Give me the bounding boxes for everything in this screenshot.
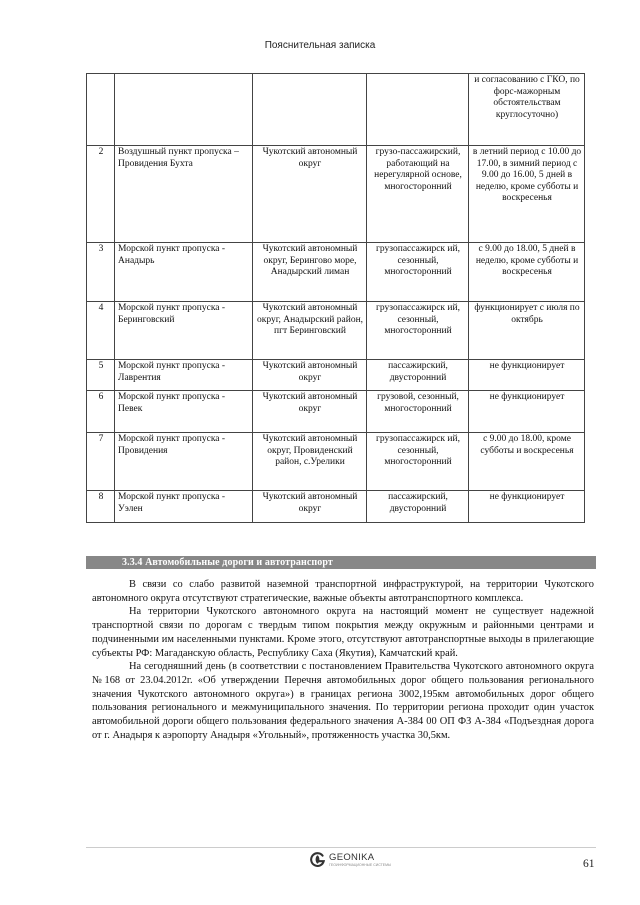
checkpoint-type: пассажирский, двусторонний: [367, 491, 469, 523]
table-row: [87, 360, 585, 391]
row-number: 2: [87, 146, 115, 243]
logo-tagline: ГЕОИНФОРМАЦИОННЫЕ СИСТЕМЫ: [329, 862, 392, 867]
checkpoint-region: Чукотский автономный округ: [253, 491, 367, 523]
table-cell: [367, 74, 469, 146]
checkpoint-region: Чукотский автономный округ: [253, 146, 367, 243]
checkpoint-type: грузо-пассажирский, работающий на нерегулярной основе, многосторонний: [367, 146, 469, 243]
table-cell: [87, 74, 115, 146]
checkpoints-table: [86, 73, 585, 523]
row-number: 6: [87, 391, 115, 433]
checkpoint-type: пассажирский, двусторонний: [367, 360, 469, 391]
checkpoint-region: Чукотский автономный округ, Провиденский район, с.Урелики: [253, 433, 367, 491]
table-row: [87, 243, 585, 302]
checkpoint-schedule: не функционирует: [469, 360, 585, 391]
checkpoint-region: Чукотский автономный округ, Берингово море, Анадырский лиман: [253, 243, 367, 302]
section-title: 3.3.4 Автомобильные дороги и автотранспорт: [122, 557, 333, 568]
checkpoint-schedule: с 9.00 до 18.00, кроме субботы и воскресенья: [469, 433, 585, 491]
checkpoint-name: Морской пункт пропуска - Певек: [115, 391, 253, 433]
checkpoint-region: Чукотский автономный округ: [253, 360, 367, 391]
table-row: [87, 74, 585, 146]
checkpoint-schedule: не функционирует: [469, 391, 585, 433]
checkpoint-name: Морской пункт пропуска - Провидения: [115, 433, 253, 491]
row-number: 3: [87, 243, 115, 302]
checkpoint-name: Воздушный пункт пропуска – Провидения Бухта: [115, 146, 253, 243]
logo-name: GEONIKA: [329, 851, 375, 863]
checkpoint-schedule: функционирует с июля по октябрь: [469, 302, 585, 360]
checkpoint-name: Морской пункт пропуска - Анадырь: [115, 243, 253, 302]
checkpoint-type: грузопассажирск ий, сезонный, многосторонний: [367, 302, 469, 360]
paragraph: На территории Чукотского автономного округа на настоящий момент не существует надежной транспортной связи по дорогам с твердым типом покрытия между окружным и районными центрами и подчиненными им населенными пунктами. Кроме этого, отсутствуют автотранспортные выходы в прилегающие субъекты РФ: Магаданскую область, Республику Саха (Якутия), Камчатский край.: [92, 606, 594, 659]
page-number: 61: [583, 858, 595, 870]
table-row: [87, 491, 585, 523]
checkpoint-schedule: с 9.00 до 18.00, 5 дней в неделю, кроме субботы и воскресенья: [469, 243, 585, 302]
checkpoint-name: Морской пункт пропуска - Беринговский: [115, 302, 253, 360]
row-number: 8: [87, 491, 115, 523]
checkpoint-schedule: в летний период с 10.00 до 17.00, в зимний период с 9.00 до 16.00, 5 дней в неделю, кроме субботы и воскресенья: [469, 146, 585, 243]
table-row: [87, 433, 585, 491]
checkpoint-region: Чукотский автономный округ, Анадырский район, пгт Беринговский: [253, 302, 367, 360]
row-number: 7: [87, 433, 115, 491]
geonika-logo: [309, 851, 391, 868]
table-row: [87, 146, 585, 243]
paragraph: На сегодняшний день (в соответствии с постановлением Правительства Чукотского автономного округа №168 от 23.04.2012г. «Об утверждении Перечня автомобильных дорог общего пользования регионального значения Чукотского автономного округа») в границах региона 3002,195км автомобильных дорог общего пользования регионального и межмуниципального значения. По территории региона проходит один участок автомобильной дороги общего пользования федерального значения А-384 00 ОП ФЗ А-384 «Подъездная дорога от г. Анадыря к аэропорту Анадыря «Угольный», протяженность участка 30,5км.: [92, 661, 594, 741]
checkpoint-type: грузопассажирск ий, сезонный, многосторонний: [367, 433, 469, 491]
checkpoint-type: грузопассажирск ий, сезонный, многосторонний: [367, 243, 469, 302]
checkpoint-name: Морской пункт пропуска - Уэлен: [115, 491, 253, 523]
checkpoint-schedule: не функционирует: [469, 491, 585, 523]
table-cell: [115, 74, 253, 146]
table-cell: и согласованию с ГКО, по форс-мажорным обстоятельствам круглосуточно): [469, 74, 585, 146]
geonika-logo-icon: [309, 851, 326, 868]
page-header: Пояснительная записка: [264, 40, 376, 51]
checkpoint-region: Чукотский автономный округ: [253, 391, 367, 433]
checkpoint-type: грузовой, сезонный, многосторонний: [367, 391, 469, 433]
table-row: [87, 391, 585, 433]
checkpoint-name: Морской пункт пропуска - Лаврентия: [115, 360, 253, 391]
table-row: [87, 302, 585, 360]
table-cell: [253, 74, 367, 146]
footer-divider: [86, 847, 596, 848]
section-body: [92, 578, 594, 742]
row-number: 5: [87, 360, 115, 391]
section-heading-bar: [86, 556, 596, 569]
paragraph: В связи со слабо развитой наземной транспортной инфраструктурой, на территории Чукотского автономного округа отсутствуют стратегические, важные объекты автотранспортного комплекса.: [92, 579, 594, 604]
row-number: 4: [87, 302, 115, 360]
